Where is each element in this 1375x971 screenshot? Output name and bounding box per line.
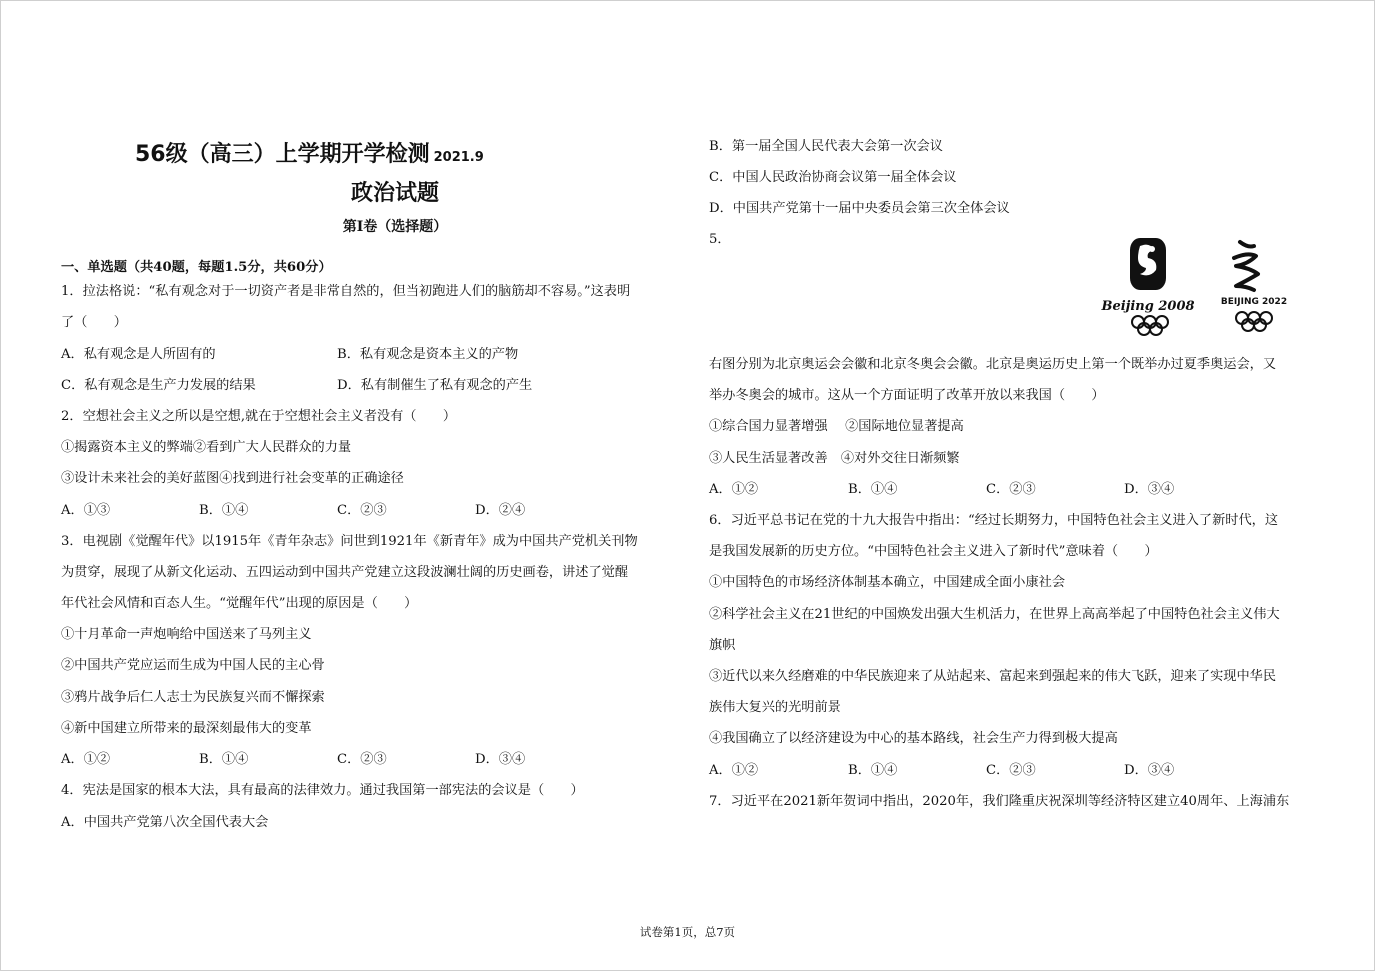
q6-option-c: C．②③	[986, 763, 1036, 778]
q4-option-b: B．第一届全国人民代表大会第一次会议	[709, 139, 943, 154]
q1-stem-line2: 了（ ）	[61, 315, 127, 330]
q4-option-a: A．中国共产党第八次全国代表大会	[61, 815, 269, 830]
q3-statement-3: ③鸦片战争后仁人志士为民族复兴而不懈探索	[61, 690, 325, 705]
q1-option-c: C．私有观念是生产力发展的结果	[61, 378, 256, 393]
q6-statement-3-line2: 族伟大复兴的光明前景	[709, 700, 841, 715]
beijing-2008-emblem	[1100, 238, 1194, 335]
beijing-2022-text: BEIJING 2022	[1220, 297, 1288, 307]
beijing-2008-text: Beijing 2008	[1101, 299, 1195, 314]
exam-title	[135, 137, 655, 168]
q5-stem-line1: 右图分别为北京奥运会会徽和北京冬奥会会徽。北京是奥运历史上第一个既举办过夏季奥运会，又	[709, 357, 1277, 372]
q6-option-d: D．③④	[1124, 763, 1175, 778]
q5-option-a: A．①②	[709, 482, 759, 497]
q1-stem-line1: 1．拉法格说：“私有观念对于一切资产者是非常自然的，但当初跑进人们的脑筋却不容易。”这表明	[61, 284, 631, 299]
q2-option-d: D．②④	[475, 503, 526, 518]
exam-title-text: 56级（高三）上学期开学检测	[135, 142, 430, 167]
q2-option-b: B．①④	[199, 503, 249, 518]
q5-stem-line2: 举办冬奥会的城市。这从一个方面证明了改革开放以来我国（ ）	[709, 388, 1105, 403]
q3-stem-line1: 3．电视剧《觉醒年代》以1915年《青年杂志》问世到1921年《新青年》成为中国共产党机关刊物	[61, 534, 638, 549]
q3-option-b: B．①④	[199, 752, 249, 767]
q4-stem: 4．宪法是国家的根本大法，具有最高的法律效力。通过我国第一部宪法的会议是（ ）	[61, 783, 584, 798]
volume-title: 第Ⅰ卷（选择题）	[342, 219, 448, 235]
q5-option-d: D．③④	[1124, 482, 1175, 497]
q6-statement-2-line2: 旗帜	[709, 638, 736, 653]
q6-stem-line1: 6．习近平总书记在党的十九大报告中指出：“经过长期努力，中国特色社会主义进入了新时代，这	[709, 513, 1279, 528]
q6-option-b: B．①④	[848, 763, 898, 778]
q3-statement-2: ②中国共产党应运而生成为中国人民的主心骨	[61, 658, 325, 673]
q2-option-a: A．①③	[61, 503, 111, 518]
q1-option-d: D．私有制催生了私有观念的产生	[337, 378, 533, 393]
q3-option-c: C．②③	[337, 752, 387, 767]
q7-stem-line1: 7．习近平在2021新年贺词中指出，2020年，我们隆重庆祝深圳等经济特区建立40周年、上海浦东	[709, 794, 1290, 809]
q5-statement-2: ③人民生活显著改善 ④对外交往日渐频繁	[709, 451, 960, 466]
q2-option-c: C．②③	[337, 503, 387, 518]
q6-statement-3-line1: ③近代以来久经磨难的中华民族迎来了从站起来、富起来到强起来的伟大飞跃，迎来了实现中华民	[709, 669, 1277, 684]
q3-statement-1: ①十月革命一声炮响给中国送来了马列主义	[61, 627, 312, 642]
q1-option-b: B．私有观念是资本主义的产物	[337, 347, 519, 362]
q4-option-c: C．中国人民政治协商会议第一届全体会议	[709, 170, 957, 185]
subject-title: 政治试题	[350, 181, 439, 206]
q6-stem-line2: 是我国发展新的历史方位。“中国特色社会主义进入了新时代”意味着（ ）	[709, 544, 1158, 559]
q5-statement-1: ①综合国力显著增强 ②国际地位显著提高	[709, 419, 964, 434]
beijing-2022-emblem	[1221, 242, 1287, 331]
q6-option-a: A．①②	[709, 763, 759, 778]
olympic-emblems-graphic	[1100, 232, 1300, 342]
q6-statement-1: ①中国特色的市场经济体制基本确立，中国建成全面小康社会	[709, 575, 1066, 590]
page-footer: 试卷第1页，总7页	[639, 925, 736, 939]
q3-stem-line2: 为贯穿，展现了从新文化运动、五四运动到中国共产党建立这段波澜壮阔的历史画卷，讲述了觉醒	[61, 565, 629, 580]
q3-stem-line3: 年代社会风情和百态人生。“觉醒年代”出现的原因是（ ）	[61, 596, 418, 611]
q2-stem: 2．空想社会主义之所以是空想,就在于空想社会主义者没有（ ）	[61, 409, 457, 424]
q3-option-a: A．①②	[61, 752, 111, 767]
q3-option-d: D．③④	[475, 752, 526, 767]
q5-option-c: C．②③	[986, 482, 1036, 497]
q4-option-d: D．中国共产党第十一届中央委员会第三次全体会议	[709, 201, 1010, 216]
q6-statement-4: ④我国确立了以经济建设为中心的基本路线，社会生产力得到极大提高	[709, 731, 1118, 746]
q5-number: 5．	[709, 232, 731, 247]
q3-statement-4: ④新中国建立所带来的最深刻最伟大的变革	[61, 721, 312, 736]
exam-date: 2021.9	[433, 150, 484, 165]
olympic-emblems	[1100, 232, 1300, 342]
q5-option-b: B．①④	[848, 482, 898, 497]
q1-option-a: A．私有观念是人所固有的	[61, 347, 216, 362]
q2-statement-1: ①揭露资本主义的弊端②看到广大人民群众的力量	[61, 440, 352, 455]
q2-statement-2: ③设计未来社会的美好蓝图④找到进行社会变革的正确途径	[61, 471, 404, 486]
q6-statement-2-line1: ②科学社会主义在21世纪的中国焕发出强大生机活力，在世界上高高举起了中国特色社会主义伟大	[709, 607, 1280, 622]
section-heading: 一、单选题（共40题，每题1.5分，共60分）	[61, 260, 332, 275]
